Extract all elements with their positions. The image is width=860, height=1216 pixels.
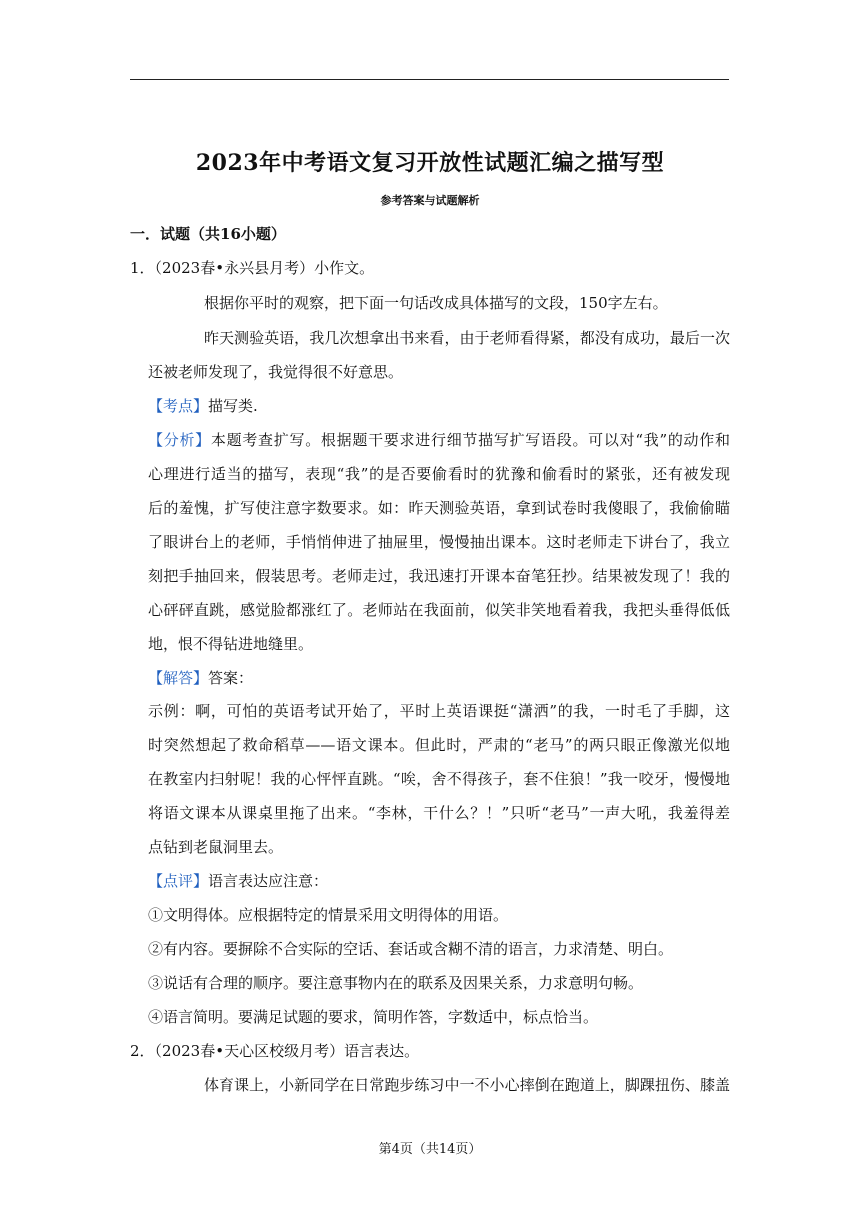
q1-prompt-line: 昨天测验英语，我几次想拿出书来看，由于老师看得紧，都没有成功，最后一次 [204,329,730,347]
fenxi-line: 心砰砰直跳，感觉脸都涨红了。老师站在我面前，似笑非笑地看着我，我把头垂得低低 [148,601,730,619]
answer-line: 时突然想起了救命稻草——语文课本。但此时，严肃的“老马”的两只眼正像激光似地 [148,736,730,754]
q1-prompt: 根据你平时的观察，把下面一句话改成具体描写的文段，150字左右。 [204,294,668,312]
answer-line: 在教室内扫射呢！我的心怦怦直跳。“唉，舍不得孩子，套不住狼！”我一咬牙，慢慢地 [148,770,730,788]
jieda-text: 答案： [208,669,254,687]
fenxi-line: 地，恨不得钻进地缝里。 [148,635,314,653]
q2-header: 2．（2023春•天心区校级月考）语言表达。 [130,1042,420,1060]
q1-prompt-line: 还被老师发现了，我觉得很不好意思。 [148,363,404,381]
fenxi-text: 本题考查扩写。根据题干要求进行细节描写扩写语段。可以对“我”的动作和 [210,431,730,449]
dianping-row [148,871,328,891]
kaodian-tag: 【考点】 [148,397,209,415]
q1-header: 1．（2023春•永兴县月考）小作文。 [130,259,375,277]
fenxi-line: 刻把手抽回来，假装思考。老师走过，我迅速打开课本奋笔狂抄。结果被发现了！我的 [148,567,730,585]
header-rule [130,79,729,80]
dianping-text: 语言表达应注意： [208,872,329,890]
fenxi-row [148,430,730,450]
point-item: ①文明得体。应根据特定的情景采用文明得体的用语。 [148,906,509,924]
q2-prompt-line: 体育课上，小新同学在日常跑步练习中一不小心摔倒在跑道上，脚踝扭伤、膝盖 [204,1076,730,1094]
answer-line: 点钻到老鼠洞里去。 [148,838,284,856]
fenxi-tag: 【分析】 [148,431,211,449]
jieda-tag: 【解答】 [148,669,209,687]
fenxi-line: 后的羞愧，扩写使注意字数要求。如：昨天测验英语，拿到试卷时我傻眼了，我偷偷瞄 [148,499,730,517]
jieda-row [148,668,253,688]
point-item: ④语言简明。要满足试题的要求，简明作答，字数适中，标点恰当。 [148,1008,599,1026]
answer-line: 将语文课本从课桌里拖了出来。“李林，干什么？！”只听“老马”一声大吼，我羞得差 [148,804,730,822]
point-item: ③说话有合理的顺序。要注意事物内在的联系及因果关系，力求意明句畅。 [148,974,644,992]
kaodian-row [148,396,258,416]
kaodian-text: 描写类. [208,397,258,415]
fenxi-line: 了眼讲台上的老师，手悄悄伸进了抽屉里，慢慢抽出课本。这时老师走下讲台了，我立 [148,533,730,551]
answer-line: 示例：啊，可怕的英语考试开始了，平时上英语课挺“潇洒”的我，一时毛了手脚，这 [148,702,730,720]
section-heading: 一．试题（共16小题） [130,225,286,243]
document-subtitle: 参考答案与试题解析 [380,194,480,207]
fenxi-line: 心理进行适当的描写，表现“我”的是否要偷看时的犹豫和偷看时的紧张，还有被发现 [148,465,730,483]
point-item: ②有内容。要摒除不合实际的空话、套话或含糊不清的语言，力求清楚、明白。 [148,940,674,958]
page-footer: 第4页（共14页） [378,1142,482,1157]
document-title: 2023年中考语文复习开放性试题汇编之描写型 [195,150,665,176]
dianping-tag: 【点评】 [148,872,209,890]
